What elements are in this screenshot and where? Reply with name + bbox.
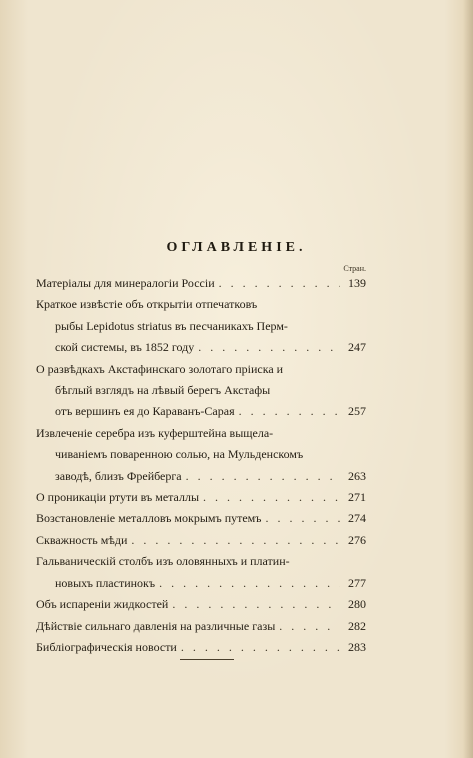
toc-entry [36, 423, 366, 487]
toc-entry-line: рыбы Lepidotus striatus въ песчаникахъ Перм- [55, 318, 288, 333]
toc-entry [36, 273, 366, 294]
dot-leader [261, 508, 340, 529]
toc-entry-title: Дѣйствіе сильнаго давленія на различные газы [36, 618, 276, 633]
toc-entry-title: О проникаціи ртути въ металлы [36, 490, 200, 505]
toc-entry-line: новыхъ пластинокъ [55, 575, 156, 590]
toc-page-number: 280 [348, 597, 366, 612]
toc-entry-title: Объ испареніи жидкостей [36, 597, 169, 612]
dot-leader [182, 466, 340, 487]
toc-entry-line: Извлеченіе серебра изъ куферштейна выщела- [36, 425, 274, 440]
toc-page-number: 271 [348, 490, 366, 505]
toc-entry [36, 359, 366, 423]
toc-page-number: 263 [348, 468, 366, 483]
toc-entry [36, 594, 366, 615]
page-edge-shadow [463, 0, 473, 758]
toc-entry [36, 530, 366, 551]
toc-entry-line: Краткое извѣстіе объ открытіи отпечатковъ [36, 297, 258, 312]
toc-entry-line: бѣглый взглядъ на лѣвый берегъ Акстафы [55, 383, 271, 398]
dot-leader [177, 637, 340, 658]
toc-entry [36, 616, 366, 637]
toc-entry-line: чиваніемъ поваренною солью, на Мульденскомъ [55, 447, 304, 462]
dot-leader [127, 530, 340, 551]
toc-page-number: 276 [348, 532, 366, 547]
toc-entry-line: О развѣдкахъ Акстафинскаго золотаго пріиска и [36, 361, 284, 376]
toc-entry-line: отъ вершинъ ея до Караванъ-Сарая [55, 404, 235, 419]
toc-entry-line: ской системы, въ 1852 году [55, 340, 195, 355]
toc-page-number: 274 [348, 511, 366, 526]
toc-page-number: 257 [348, 404, 366, 419]
toc-entry-line: заводѣ, близъ Фрейберга [55, 468, 182, 483]
toc-entry-line-last [36, 573, 366, 594]
page-column-header: Стран. [343, 264, 366, 273]
dot-leader [235, 401, 340, 422]
dot-leader [275, 616, 340, 637]
dot-leader [155, 573, 340, 594]
toc-page-number: 282 [348, 618, 366, 633]
toc-entry-title: Возстановленіе металловъ мокрымъ путемъ [36, 511, 262, 526]
dot-leader [215, 273, 340, 294]
toc-page-number: 277 [348, 575, 366, 590]
closing-rule [180, 659, 234, 660]
toc-page-number: 139 [348, 276, 366, 290]
toc-entry-line: Гальваническій столбъ изъ оловянныхъ и платин- [36, 554, 290, 569]
toc-entry-line-last [36, 401, 366, 422]
toc-entry [36, 508, 366, 529]
dot-leader [194, 337, 340, 358]
dot-leader [168, 594, 340, 615]
toc-entry-line-last [36, 337, 366, 358]
dot-leader [199, 487, 340, 508]
toc-entry-title: Скважность мѣди [36, 532, 128, 547]
toc-page-number: 247 [348, 340, 366, 355]
toc-entry [36, 294, 366, 358]
toc-entry [36, 637, 366, 658]
table-of-contents [36, 273, 366, 658]
page-title: ОГЛАВЛЕНІЕ. [166, 240, 307, 255]
toc-entry-line-last [36, 466, 366, 487]
toc-entry-title: Библіографическія новости [36, 639, 177, 654]
toc-entry-title: Матеріалы для минералогіи Россіи [36, 276, 215, 290]
toc-entry [36, 551, 366, 594]
toc-entry [36, 487, 366, 508]
toc-page-number: 283 [348, 639, 366, 654]
